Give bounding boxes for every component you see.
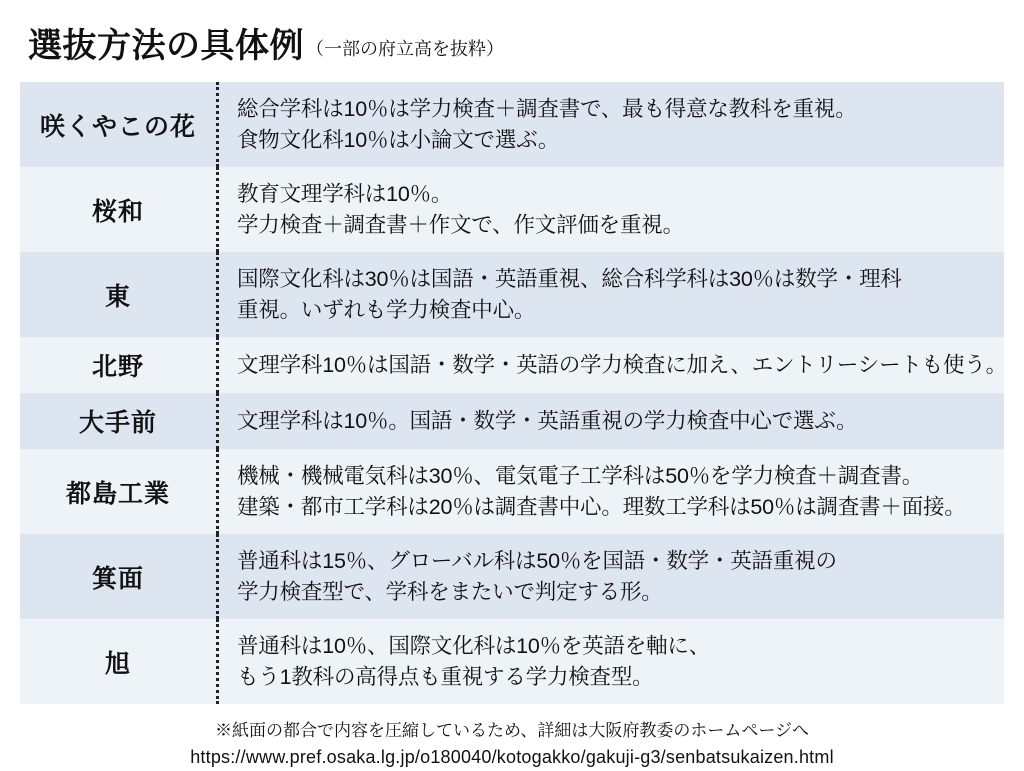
school-name: 旭 <box>104 649 131 678</box>
selection-method-table <box>20 81 1007 704</box>
school-name: 咲くやこの花 <box>39 112 196 141</box>
school-detail <box>219 82 1004 167</box>
detail-line: 文理学科は10％。国語・数学・英語重視の学力検査中心で選ぶ。 <box>237 408 858 433</box>
school-detail <box>219 393 1004 449</box>
school-detail <box>219 252 1004 337</box>
footer-note: ※紙面の都合で内容を圧縮しているため、詳細は大阪府教委のホームページへ <box>215 721 809 741</box>
school-name: 箕面 <box>91 564 144 593</box>
detail-line: もう1教科の高得点も重視する学力検査型。 <box>237 664 654 689</box>
school-name: 桜和 <box>91 197 144 226</box>
table-row <box>20 82 1004 167</box>
table-row <box>20 252 1004 337</box>
detail-line: 学力検査型で、学科をまたいで判定する形。 <box>237 579 663 604</box>
detail-line: 総合学科は10％は学力検査＋調査書で、最も得意な教科を重視。 <box>237 97 857 121</box>
footer <box>20 718 1004 771</box>
school-detail <box>219 337 1017 393</box>
detail-line: 機械・機械電気科は30％、電気電子工学科は50％を学力検査＋調査書。 <box>237 464 924 489</box>
detail-line: 国際文化科は30％は国語・英語重視、総合科学科は30％は数学・理科 <box>237 267 902 292</box>
detail-line: 食物文化科10％は小論文で選ぶ。 <box>237 127 560 152</box>
detail-line: 普通科は15％、グローバル科は50％を国語・数学・英語重視の <box>237 549 837 574</box>
school-detail <box>219 167 1004 252</box>
school-detail <box>219 534 1004 619</box>
page-title-sub: （一部の府立高を抜粋） <box>306 39 504 59</box>
school-name: 都島工業 <box>65 479 170 508</box>
school-name: 北野 <box>91 353 144 382</box>
detail-line: 建築・都市工学科は20％は調査書中心。理数工学科は50％は調査書＋面接。 <box>237 494 966 519</box>
table-row <box>20 167 1004 252</box>
table-row <box>20 337 1007 393</box>
detail-line: 重視。いずれも学力検査中心。 <box>237 297 536 322</box>
table-row <box>20 619 1004 704</box>
school-detail <box>219 619 1004 704</box>
detail-line: 文理学科10％は国語・数学・英語の学力検査に加え、エントリーシートも使う。 <box>237 352 1007 377</box>
footer-url[interactable]: https://www.pref.osaka.lg.jp/o180040/kotogakko/gakuji-g3/senbatsukaizen.html <box>190 746 834 767</box>
detail-line: 学力検査＋調査書＋作文で、作文評価を重視。 <box>237 212 684 237</box>
table-row <box>20 393 1004 449</box>
school-detail <box>219 449 1004 534</box>
page-title <box>20 18 1004 67</box>
page-title-main: 選抜方法の具体例 <box>28 27 304 65</box>
table-row <box>20 534 1004 619</box>
table-row <box>20 449 1004 534</box>
school-name: 東 <box>104 282 131 311</box>
detail-line: 教育文理学科は10％。 <box>237 182 453 207</box>
school-name: 大手前 <box>78 409 157 438</box>
detail-line: 普通科は10％、国際文化科は10％を英語を軸に、 <box>237 634 711 659</box>
